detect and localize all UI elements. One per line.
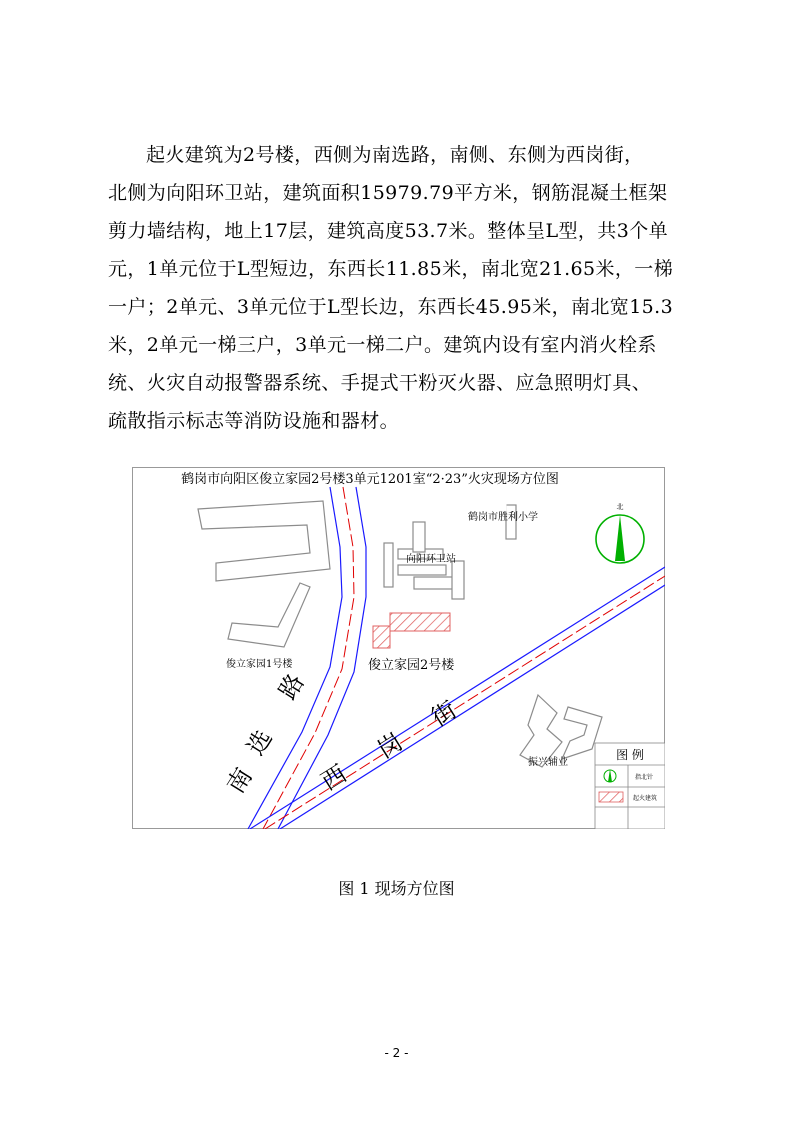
map-legend [595,743,665,829]
legend-item: 起火建筑 [633,795,658,802]
body-line: 统、火灾自动报警器系统、手提式干粉灭火器、应急照明灯具、 [108,372,652,394]
body-line: 起火建筑为2号楼，西侧为南选路，南侧、东侧为西岗街， [146,144,644,166]
body-line: 北侧为向阳环卫站，建筑面积15979.79平方米，钢筋混凝土框架 [108,182,668,204]
map-title: 鹤岗市向阳区俊立家园2号楼3单元1201室“2·23”火灾现场方位图 [181,472,559,487]
road-nanxuan-char: 路 [273,668,310,705]
north-label: 北 [616,503,624,511]
location-map [132,467,665,829]
legend-title: 图 例 [616,748,644,762]
body-line: 元，1单元位于L型短边，东西长11.85米，南北宽21.65米，一梯 [108,258,674,280]
label-building-2: 俊立家园2号楼 [368,658,455,673]
location-map-figure [132,467,665,829]
figure-caption: 图 1 现场方位图 [338,879,455,898]
body-paragraph [108,136,700,440]
road-xigang-char: 西 [316,759,352,797]
legend-fire-swatch [599,792,623,802]
label-sanitation: 向阳环卫站 [406,554,456,565]
road-nanxuan-char: 南 [221,762,258,799]
road-xigang-char: 街 [426,695,462,733]
page-number: - 2 - [384,1046,409,1060]
body-line: 一户；2单元、3单元位于L型长边，东西长45.95米，南北宽15.3 [108,296,674,318]
body-line: 疏散指示标志等消防设施和器材。 [108,410,400,432]
body-line: 米，2单元一梯三户，3单元一梯二户。建筑内设有室内消火栓系 [108,334,657,356]
legend-item: 指北针 [635,774,654,781]
body-line: 剪力墙结构，地上17层，建筑高度53.7米。整体呈L型，共3个单 [108,220,668,242]
school-area [446,497,506,511]
road-nanxuan-char: 选 [241,724,278,761]
label-school: 鹤岗市胜利小学 [468,512,538,523]
label-building-1: 俊立家园1号楼 [226,659,293,670]
road-xigang-char: 岗 [372,727,408,765]
label-zhenxing: 振兴辅业 [528,757,568,768]
